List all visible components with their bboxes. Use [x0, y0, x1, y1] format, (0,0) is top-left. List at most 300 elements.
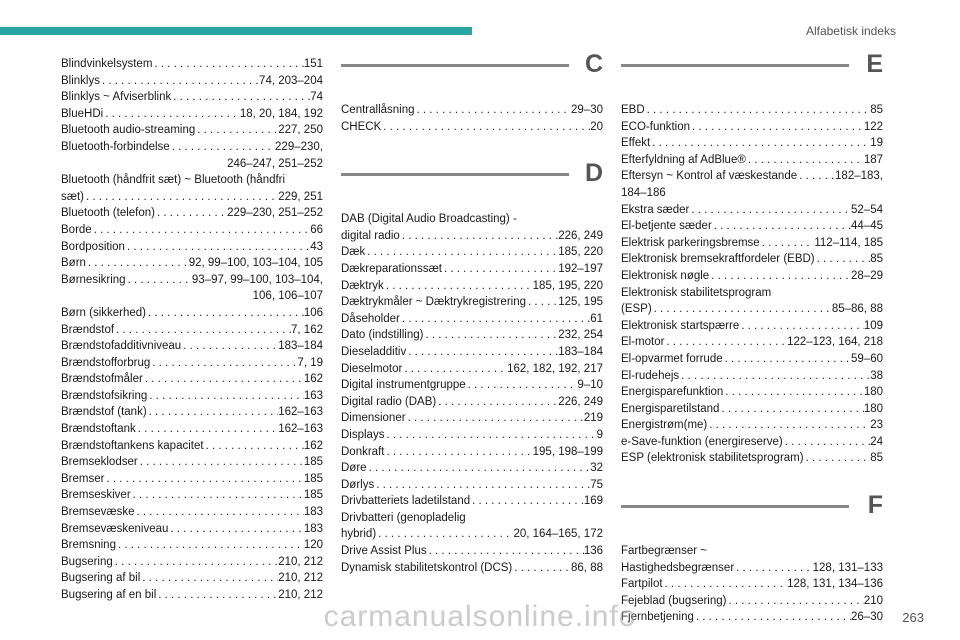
- dot-leader: [100, 73, 259, 90]
- dot-leader: [664, 334, 787, 351]
- index-entry: [341, 211, 603, 244]
- entry-pages: 162, 182, 192, 217: [507, 362, 603, 375]
- index-entry: [621, 218, 883, 235]
- entry-row: [341, 543, 603, 560]
- entry-pages: 75: [590, 478, 603, 491]
- entry-pages: 227, 250: [278, 124, 323, 137]
- entry-term: Fjernbetjening: [621, 611, 694, 624]
- entry-pages: 229–230,: [275, 140, 323, 153]
- entry-term: sæt): [61, 190, 84, 203]
- dot-leader: [125, 239, 310, 256]
- entry-row: [61, 554, 323, 571]
- entry-pages: 86, 88: [571, 561, 603, 574]
- index-entry: [61, 338, 323, 355]
- entry-row: [61, 205, 323, 222]
- letter-rule: [341, 64, 569, 67]
- dot-leader: [400, 228, 558, 245]
- entry-pages: 232, 254: [558, 329, 603, 342]
- dot-leader: [181, 338, 278, 355]
- dot-leader: [406, 410, 584, 427]
- index-entry: [621, 334, 883, 351]
- entry-pages: 38: [870, 369, 883, 382]
- entry-term-line: DAB (Digital Audio Broadcasting) -: [341, 213, 517, 226]
- index-entry: [341, 119, 603, 136]
- index-entry: [61, 106, 323, 123]
- entry-row: [341, 410, 603, 427]
- entry-term: Brændstof (tank): [61, 406, 147, 419]
- entry-row: [61, 537, 323, 554]
- index-entry: [621, 251, 883, 268]
- dot-leader: [143, 371, 304, 388]
- entry-pages: 29–30: [571, 104, 603, 116]
- index-entry: [341, 311, 603, 328]
- index-entry: [61, 255, 323, 272]
- entry-row: [341, 327, 603, 344]
- entry-term: Børn (sikkerhed): [61, 306, 146, 319]
- entry-pages: 74, 203–204: [259, 74, 323, 87]
- entry-pages: 128, 131–133: [812, 561, 883, 574]
- entry-pages: 162: [303, 439, 323, 452]
- header-accent-bar: [0, 27, 472, 35]
- entry-term: Blinklys: [61, 74, 100, 87]
- entry-term: Dæktrykmåler ~ Dæktrykregistrering: [341, 296, 526, 309]
- index-entry: [341, 394, 603, 411]
- entry-term: Bremser: [61, 472, 105, 485]
- page-number: 263: [902, 610, 924, 625]
- index-entry: [61, 537, 323, 554]
- entry-term: Dimensioner: [341, 412, 406, 425]
- index-entry: [61, 471, 323, 488]
- entry-row: [621, 218, 883, 235]
- entry-term: Energistrøm(me): [621, 419, 708, 432]
- entry-row: [341, 394, 603, 411]
- index-entry: [61, 554, 323, 571]
- entry-pages: 210, 212: [278, 589, 323, 601]
- dot-leader: [147, 388, 304, 405]
- index-entry: [621, 235, 883, 252]
- index-entry: [61, 404, 323, 421]
- entry-term: Centrallåsning: [341, 104, 415, 116]
- entry-row: [341, 119, 603, 136]
- entry-term: Effekt: [621, 137, 651, 150]
- entry-term: Efterfyldning af AdBlue®: [621, 153, 746, 166]
- dot-leader: [135, 504, 304, 521]
- dot-leader: [436, 394, 558, 411]
- dot-leader: [645, 102, 871, 119]
- dot-leader: [723, 384, 864, 401]
- entry-term: Elektronisk bremsekraftfordeler (EBD): [621, 253, 815, 266]
- entry-term: Bremseskiver: [61, 489, 131, 502]
- entry-pages: 185, 220: [558, 246, 603, 259]
- entry-row: [341, 244, 603, 261]
- entry-term: Blindvinkelsystem: [61, 58, 153, 70]
- dot-leader: [783, 434, 870, 451]
- dot-leader: [168, 521, 303, 538]
- index-entry: [341, 377, 603, 394]
- entry-row: [61, 371, 323, 388]
- entry-pages: 162: [303, 373, 323, 386]
- letter-rule: [621, 64, 849, 67]
- entry-term: Bremsevæskeniveau: [61, 522, 169, 535]
- entry-term: digital radio: [341, 229, 400, 242]
- dot-leader: [204, 438, 304, 455]
- dot-leader: [376, 526, 513, 543]
- dot-leader: [114, 322, 291, 339]
- entry-row: [61, 404, 323, 421]
- entry-term: BlueHDi: [61, 107, 104, 120]
- entry-term: ESP (elektronisk stabilitetsprogram): [621, 452, 804, 465]
- entry-term: ECO-funktion: [621, 120, 691, 133]
- entry-term: Brændstofmåler: [61, 373, 143, 386]
- entry-row: [61, 421, 323, 438]
- entry-row: [621, 576, 883, 593]
- entry-row: [61, 189, 323, 206]
- dot-leader: [746, 152, 864, 169]
- dot-leader: [734, 560, 812, 577]
- index-entry: [621, 368, 883, 385]
- entry-pages: 20: [590, 120, 603, 133]
- entry-pages: 183–184: [278, 340, 323, 353]
- entry-row: [341, 278, 603, 295]
- index-entry: [61, 438, 323, 455]
- dot-leader: [526, 294, 558, 311]
- entry-term: Dæk: [341, 246, 366, 259]
- dot-leader: [116, 537, 304, 554]
- index-entry: [61, 272, 323, 305]
- entry-pages: 185: [303, 489, 323, 502]
- entry-row: [621, 351, 883, 368]
- index-column-c-d: [341, 50, 603, 576]
- entry-pages: 162–163: [278, 423, 323, 436]
- dot-leader: [136, 421, 278, 438]
- dot-leader: [155, 205, 227, 222]
- entry-row: [341, 444, 603, 461]
- entry-pages: 128, 131, 134–136: [787, 578, 883, 591]
- entry-pages: 210: [863, 594, 883, 607]
- entry-row: [61, 305, 323, 322]
- entry-term: Elektronisk nøgle: [621, 269, 710, 282]
- entry-pages: 9–10: [577, 379, 603, 392]
- dot-leader: [138, 454, 304, 471]
- entry-row: [621, 251, 883, 268]
- letter-c-entries: [341, 102, 603, 135]
- dot-leader: [707, 417, 870, 434]
- dot-leader: [466, 377, 578, 394]
- dot-leader: [815, 251, 871, 268]
- index-entry: [341, 327, 603, 344]
- entry-term: Bugsering: [61, 555, 113, 568]
- entry-term: EBD: [621, 104, 645, 116]
- index-entry: [341, 410, 603, 427]
- letter-heading: D: [584, 159, 603, 188]
- entry-row: [61, 388, 323, 405]
- entry-term: Brændstoftank: [61, 423, 136, 436]
- entry-term: El-betjente sæder: [621, 220, 712, 233]
- index-entry: [341, 560, 603, 577]
- entry-pages: 183: [303, 522, 323, 535]
- entry-pages: 28–29: [851, 269, 883, 282]
- entry-term: Eftersyn ~ Kontrol af væskestande: [621, 170, 798, 183]
- entry-term: Fartpilot: [621, 578, 663, 591]
- entry-term: CHECK: [341, 120, 382, 133]
- entry-row: [61, 454, 323, 471]
- entry-term: hybrid): [341, 528, 377, 541]
- dot-leader: [739, 318, 864, 335]
- entry-pages: 185: [303, 472, 323, 485]
- dot-leader: [470, 493, 584, 510]
- dot-leader: [367, 460, 591, 477]
- entry-row: [61, 139, 323, 156]
- entry-term: Energisparetilstand: [621, 402, 720, 415]
- entry-pages: 7, 19: [297, 356, 323, 369]
- dot-leader: [384, 278, 533, 295]
- dot-leader: [147, 404, 279, 421]
- entry-row: [61, 438, 323, 455]
- index-entry: [61, 205, 323, 222]
- dot-leader: [415, 102, 572, 119]
- entry-pages: 122–123, 164, 218: [787, 336, 883, 349]
- index-entry: [341, 477, 603, 494]
- entry-pages: 9: [596, 428, 603, 441]
- entry-pages: 120: [303, 539, 323, 552]
- dot-leader: [719, 401, 863, 418]
- letter-header-c: [341, 50, 603, 100]
- entry-row: [341, 460, 603, 477]
- index-entry: [621, 268, 883, 285]
- entry-term: Bremsevæske: [61, 506, 135, 519]
- index-entry: [61, 305, 323, 322]
- entry-term: Blinklys ~ Afviserblink: [61, 91, 172, 104]
- entry-term: Dato (indstilling): [341, 329, 424, 342]
- entry-term: Dieselmotor: [341, 362, 403, 375]
- dot-leader: [650, 135, 870, 152]
- entry-term: Drivbatteriets ladetilstand: [341, 495, 471, 508]
- dot-leader: [140, 570, 278, 587]
- entry-term: Hastighedsbegrænser: [621, 561, 735, 574]
- entry-row: [341, 261, 603, 278]
- entry-row: [621, 560, 883, 577]
- index-entry: [61, 504, 323, 521]
- entry-term: Fejeblad (bugsering): [621, 594, 727, 607]
- dot-leader: [663, 576, 788, 593]
- entry-row: [621, 152, 883, 169]
- entry-term-line: Bluetooth (håndfrit sæt) ~ Bluetooth (håndfri: [61, 174, 286, 187]
- entry-term: Energisparefunktion: [621, 386, 724, 399]
- entry-row: [341, 344, 603, 361]
- dot-leader: [152, 56, 303, 73]
- entry-row: [341, 493, 603, 510]
- entry-term: Bremseklodser: [61, 456, 138, 469]
- entry-pages: 226, 249: [558, 229, 603, 242]
- entry-row: [61, 73, 323, 90]
- index-entry: [61, 487, 323, 504]
- entry-row: [621, 450, 883, 467]
- entry-pages: 43: [310, 240, 323, 253]
- entry-pages: 26–30: [851, 611, 883, 624]
- entry-row: [61, 255, 323, 272]
- entry-row: [621, 202, 883, 219]
- index-entry: [61, 139, 323, 172]
- entry-pages-continued: 246–247, 251–252: [227, 157, 323, 170]
- dot-leader: [679, 368, 870, 385]
- entry-pages: 229–230, 251–252: [227, 207, 323, 220]
- dot-leader: [652, 301, 832, 318]
- entry-row: [61, 570, 323, 587]
- dot-leader: [374, 477, 590, 494]
- entry-term: e-Save-funktion (energireserve): [621, 435, 783, 448]
- entry-row: [61, 89, 323, 106]
- index-entry: [621, 384, 883, 401]
- entry-term-line: Elektronisk stabilitetsprogram: [621, 286, 772, 299]
- index-entry: [341, 427, 603, 444]
- entry-term: Ekstra sæder: [621, 203, 690, 216]
- entry-row: [621, 168, 883, 185]
- index-entry: [61, 73, 323, 90]
- entry-row: [621, 135, 883, 152]
- entry-row: [341, 294, 603, 311]
- entry-pages-continued: 106, 106–107: [252, 290, 323, 303]
- dot-leader: [170, 139, 275, 156]
- entry-row: [61, 239, 323, 256]
- index-entry: [61, 355, 323, 372]
- entry-pages: 219: [583, 412, 603, 425]
- entry-pages: 180: [863, 402, 883, 415]
- entry-pages: 163: [303, 389, 323, 402]
- entry-row: [341, 102, 603, 119]
- entry-term: Bluetooth audio-streaming: [61, 124, 196, 137]
- entry-row: [61, 521, 323, 538]
- index-entry: [61, 322, 323, 339]
- entry-row: [621, 368, 883, 385]
- entry-pages: 52–54: [851, 203, 883, 216]
- entry-term: Bordposition: [61, 240, 125, 253]
- watermark: carmanualsonline.info: [323, 600, 637, 633]
- index-column-b: [61, 56, 323, 604]
- index-entry: [621, 202, 883, 219]
- entry-term: Brændstofadditivniveau: [61, 340, 182, 353]
- index-entry: [341, 261, 603, 278]
- dot-leader: [146, 305, 304, 322]
- entry-pages: 92, 99–100, 103–104, 105: [188, 257, 323, 270]
- entry-term: Digital radio (DAB): [341, 395, 437, 408]
- entry-row: [61, 355, 323, 372]
- dot-leader: [103, 106, 240, 123]
- entry-term: Borde: [61, 223, 92, 236]
- dot-leader: [406, 344, 558, 361]
- index-entry: [341, 460, 603, 477]
- letter-heading: F: [867, 491, 883, 520]
- index-entry: [341, 294, 603, 311]
- dot-leader: [86, 255, 189, 272]
- index-entry: [341, 102, 603, 119]
- entry-pages: 23: [870, 419, 883, 432]
- entry-term: (ESP): [621, 303, 652, 316]
- entry-row: [61, 471, 323, 488]
- entry-row: [61, 487, 323, 504]
- entry-row: [621, 384, 883, 401]
- dot-leader: [84, 189, 278, 206]
- entry-term: Bugsering af en bil: [61, 589, 157, 601]
- entry-term: Dåseholder: [341, 312, 400, 325]
- entry-row: [621, 301, 883, 318]
- entry-row: [61, 56, 323, 73]
- dot-leader: [402, 361, 507, 378]
- entry-term-line: Fartbegrænser ~: [621, 545, 707, 558]
- entry-pages: 192–197: [558, 262, 603, 275]
- entry-row: [61, 122, 323, 139]
- entry-pages-continued: 184–186: [621, 186, 666, 199]
- entry-pages: 210, 212: [278, 555, 323, 568]
- entry-row: [621, 268, 883, 285]
- entry-pages: 61: [590, 312, 603, 325]
- entry-pages: 151: [303, 58, 323, 70]
- entry-row: [341, 477, 603, 494]
- index-entry: [621, 434, 883, 451]
- entry-pages: 85: [870, 452, 883, 465]
- index-entry: [61, 371, 323, 388]
- index-column-e-f: [621, 50, 883, 626]
- letter-header-f: [621, 491, 883, 541]
- letter-header-e: [621, 50, 883, 100]
- dot-leader: [92, 222, 311, 239]
- dot-leader: [423, 327, 558, 344]
- dot-leader: [760, 235, 815, 252]
- entry-term: El-opvarmet forrude: [621, 352, 723, 365]
- index-entry: [341, 344, 603, 361]
- index-entry: [621, 401, 883, 418]
- section-title: Alfabetisk indeks: [805, 24, 896, 38]
- entry-row: [341, 311, 603, 328]
- dot-leader: [131, 487, 304, 504]
- index-entry: [621, 450, 883, 467]
- entry-pages: 85–86, 88: [831, 303, 883, 316]
- entry-row: [621, 318, 883, 335]
- dot-leader: [365, 244, 558, 261]
- index-entry: [621, 119, 883, 136]
- entry-row: [621, 417, 883, 434]
- index-entry: [61, 222, 323, 239]
- index-entry: [621, 135, 883, 152]
- entry-term: Elektronisk startspærre: [621, 319, 740, 332]
- index-entry: [341, 444, 603, 461]
- index-entry: [621, 168, 883, 201]
- dot-leader: [804, 450, 871, 467]
- entry-pages: 122: [863, 120, 883, 133]
- dot-leader: [150, 355, 297, 372]
- index-entry: [61, 89, 323, 106]
- dot-leader: [690, 119, 864, 136]
- entry-pages: 112–114, 185: [814, 236, 883, 249]
- index-entry: [341, 361, 603, 378]
- index-entry: [61, 521, 323, 538]
- entry-row: [341, 526, 603, 543]
- entry-term: Bugsering af bil: [61, 572, 141, 585]
- index-entry: [341, 510, 603, 543]
- index-entry: [61, 172, 323, 205]
- letter-e-entries: [621, 102, 883, 467]
- dot-leader: [400, 311, 590, 328]
- letter-heading: E: [866, 50, 883, 78]
- entry-term: Elektrisk parkeringsbremse: [621, 236, 760, 249]
- entry-pages: 20, 164–165, 172: [513, 528, 603, 541]
- index-entry: [621, 543, 883, 576]
- entry-pages: 183: [303, 506, 323, 519]
- entry-pages: 44–45: [851, 220, 883, 233]
- dot-leader: [723, 351, 851, 368]
- entry-pages: 85: [870, 104, 883, 116]
- index-entry: [341, 543, 603, 560]
- entry-term: Brændstoftankens kapacitet: [61, 439, 204, 452]
